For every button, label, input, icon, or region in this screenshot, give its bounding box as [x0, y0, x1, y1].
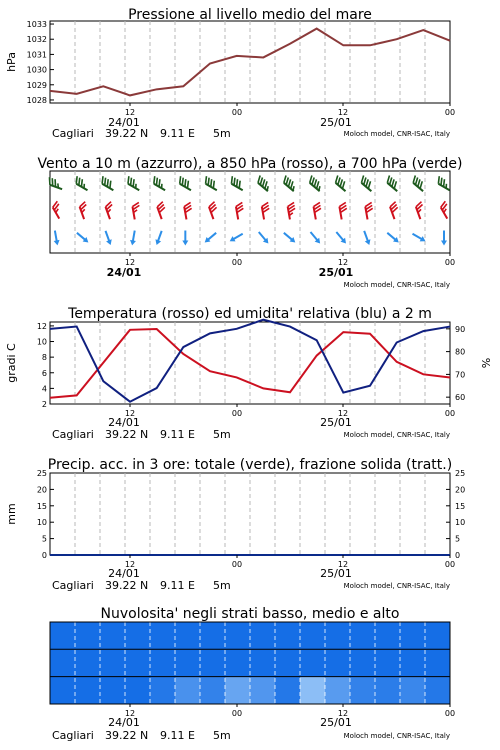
- cloud-cell: [275, 677, 301, 705]
- precipitation-x-ticks: [125, 555, 455, 569]
- precipitation-frame: [50, 473, 450, 555]
- y-tick-label: 4: [41, 384, 47, 394]
- wind-barb: [52, 230, 61, 246]
- y-tick-label: 20: [36, 485, 47, 495]
- wind-barb: [308, 230, 322, 245]
- x-tick-label: 00: [444, 560, 456, 569]
- wind-barb: [333, 176, 350, 192]
- humidity-y-ticks: [446, 325, 465, 402]
- wind-arrow-head: [365, 239, 372, 246]
- wind-barb: [385, 176, 402, 192]
- y-tick-label: 10: [36, 518, 47, 528]
- wind-barb: [79, 202, 91, 219]
- y-tick-label: 1033: [26, 20, 47, 30]
- cloud-cell: [75, 649, 101, 677]
- wind-barb: [385, 231, 400, 245]
- x-tick-label: 00: [231, 409, 243, 418]
- y-tick-label: 90: [455, 324, 466, 334]
- cloud-cell: [100, 677, 126, 705]
- cloud-cell: [300, 622, 326, 650]
- wind-barb: [334, 230, 348, 245]
- y-tick-label: 1031: [26, 50, 47, 60]
- x-tick-label: 12: [124, 709, 136, 718]
- wind-barb: [132, 202, 142, 219]
- wind-arrow-head: [420, 236, 427, 244]
- wind-panel: [37, 156, 462, 289]
- y-tick-label: 2: [41, 400, 47, 409]
- wind-barb: [307, 176, 324, 192]
- wind-title: Vento a 10 m (azzurro), a 850 hPa (rosso), a 700 hPa (verde): [37, 156, 463, 172]
- location-line: [52, 428, 450, 441]
- wind-arrow-head: [129, 240, 136, 246]
- wind-barb: [365, 202, 375, 219]
- cloud-cell: [50, 622, 76, 650]
- temperature-title: Temperatura (rosso) ed umidita' relativa (blu) a 2 m: [68, 306, 432, 322]
- wind-arrow-head: [54, 240, 61, 246]
- cloud-cell: [275, 622, 301, 650]
- elevation: 5m: [213, 127, 231, 140]
- y-tick-label: 80: [455, 347, 466, 357]
- y-tick-label: 12: [36, 321, 47, 331]
- cloud-cell: [100, 649, 126, 677]
- y-tick-label: 20: [455, 485, 466, 495]
- x-tick-label: 00: [231, 709, 243, 718]
- wind-barb: [361, 230, 372, 246]
- wind-arrow-head: [228, 236, 235, 244]
- wind-barb: [203, 176, 220, 190]
- wind-barb: [228, 231, 244, 244]
- longitude: 9.11 E: [160, 428, 195, 441]
- y-tick-label: 60: [455, 393, 466, 403]
- cloud-cell: [250, 677, 276, 705]
- x-tick-label: 12: [124, 108, 136, 117]
- cloud-cell: [350, 677, 376, 705]
- x-tick-label: 12: [337, 409, 349, 418]
- cloud-cell: [150, 677, 176, 705]
- temperature-panel: [5, 306, 493, 441]
- cloud-cell: [325, 622, 351, 650]
- y-tick-label: 1030: [26, 65, 47, 75]
- wind-barb: [177, 176, 194, 190]
- cloud-cell: [225, 649, 251, 677]
- y-tick-label: 0: [41, 551, 47, 560]
- x-tick-label: 00: [444, 258, 456, 267]
- wind-barb: [104, 202, 116, 219]
- wind-barb: [182, 231, 188, 246]
- y-tick-label: 10: [455, 518, 466, 528]
- wind-barb: [439, 201, 453, 218]
- date-label: 24/01: [108, 716, 140, 729]
- model-note: Moloch model, CNR-ISAC, Italy: [343, 582, 450, 590]
- cloud-cell: [300, 649, 326, 677]
- wind-barb: [129, 230, 138, 246]
- pressure-frame: [50, 21, 450, 103]
- wind-barb: [229, 176, 246, 190]
- pressure-title: Pressione al livello medio del mare: [128, 7, 372, 23]
- x-tick-label: 00: [231, 258, 243, 267]
- date-label: 25/01: [320, 416, 352, 429]
- wind-barb: [282, 176, 299, 192]
- date-label: 24/01: [106, 266, 142, 279]
- wind-barb: [436, 176, 453, 190]
- y-tick-label: 8: [41, 353, 47, 363]
- model-note: Moloch model, CNR-ISAC, Italy: [343, 431, 450, 439]
- cloud-cell: [325, 677, 351, 705]
- cloud-cell: [350, 622, 376, 650]
- cloud-cell: [375, 622, 401, 650]
- temperature-y-label: gradi C: [5, 343, 18, 383]
- cloud-cell: [200, 677, 226, 705]
- x-tick-label: 12: [124, 560, 136, 569]
- station-name: Cagliari: [52, 428, 94, 441]
- x-tick-label: 00: [444, 709, 456, 718]
- elevation: 5m: [213, 428, 231, 441]
- cloud-cell: [50, 677, 76, 705]
- x-tick-label: 12: [337, 560, 349, 569]
- latitude: 39.22 N: [105, 729, 149, 742]
- wind-barb: [151, 176, 168, 190]
- pressure-x-ticks: [125, 103, 455, 117]
- cloud-cell: [225, 622, 251, 650]
- y-tick-label: 5: [41, 534, 47, 544]
- location-line: [52, 127, 450, 140]
- latitude: 39.22 N: [105, 428, 149, 441]
- elevation: 5m: [213, 729, 231, 742]
- date-label: 24/01: [108, 416, 140, 429]
- temperature-y-ticks: [37, 322, 54, 409]
- y-tick-label: 25: [455, 469, 466, 478]
- station-name: Cagliari: [52, 579, 94, 592]
- cloud-cell: [100, 622, 126, 650]
- cloud-x-ticks: [125, 704, 455, 718]
- cloud-cell: [425, 622, 451, 650]
- wind-barb: [441, 231, 447, 246]
- date-label: 25/01: [320, 567, 352, 580]
- cloud-cell: [250, 649, 276, 677]
- pressure-panel: [5, 7, 455, 140]
- wind-barb: [261, 202, 271, 219]
- longitude: 9.11 E: [160, 127, 195, 140]
- wind-barb: [256, 230, 270, 245]
- cloud-cell: [75, 677, 101, 705]
- cloud-cell: [175, 677, 201, 705]
- cloud-cell: [375, 677, 401, 705]
- x-tick-label: 00: [231, 560, 243, 569]
- y-tick-label: 5: [455, 534, 461, 544]
- x-tick-label: 12: [124, 409, 136, 418]
- wind-barb: [313, 202, 323, 219]
- precipitation-y-ticks-right: [446, 469, 465, 560]
- date-label: 24/01: [108, 567, 140, 580]
- cloud-cell: [225, 677, 251, 705]
- y-tick-label: 1028: [26, 95, 47, 105]
- y-tick-label: 25: [36, 469, 47, 478]
- wind-barb: [235, 202, 245, 219]
- model-note: Moloch model, CNR-ISAC, Italy: [343, 281, 450, 289]
- cloud-cell: [325, 649, 351, 677]
- cloud-cell: [425, 649, 451, 677]
- cloud-cell: [150, 622, 176, 650]
- wind-barb: [359, 176, 376, 192]
- precipitation-grid: [75, 473, 425, 555]
- wind-barb: [75, 231, 90, 245]
- model-note: Moloch model, CNR-ISAC, Italy: [343, 732, 450, 740]
- cloud-cell: [400, 622, 426, 650]
- wind-barb: [100, 176, 117, 190]
- date-label: 24/01: [108, 116, 140, 129]
- date-label: 25/01: [320, 716, 352, 729]
- wind-barb: [389, 202, 401, 219]
- precipitation-title: Precip. acc. in 3 ore: totale (verde), frazione solida (tratt.): [47, 457, 453, 473]
- x-tick-label: 00: [231, 108, 243, 117]
- cloud-cell: [125, 649, 151, 677]
- wind-barb: [154, 230, 165, 246]
- x-tick-label: 12: [337, 258, 349, 267]
- y-tick-label: 15: [36, 501, 47, 511]
- cloud-panel: [50, 606, 455, 742]
- temperature-x-ticks: [125, 404, 455, 418]
- y-tick-label: 15: [455, 501, 466, 511]
- wind-barb: [125, 176, 142, 190]
- precipitation-panel: [5, 457, 465, 592]
- station-name: Cagliari: [52, 729, 94, 742]
- wind-barb: [103, 230, 114, 246]
- cloud-cell: [400, 649, 426, 677]
- y-tick-label: 0: [455, 551, 461, 560]
- wind-barb: [156, 202, 168, 219]
- y-tick-label: 1032: [26, 35, 47, 45]
- x-tick-label: 00: [444, 409, 456, 418]
- cloud-cell: [425, 677, 451, 705]
- cloud-cell: [275, 649, 301, 677]
- cloud-cell: [75, 622, 101, 650]
- y-tick-label: 70: [455, 370, 466, 380]
- wind-arrow-head: [106, 239, 113, 246]
- latitude: 39.22 N: [105, 127, 149, 140]
- x-tick-label: 12: [337, 709, 349, 718]
- wind-barb: [339, 202, 349, 219]
- wind-arrow-head: [182, 241, 188, 246]
- temperature-frame: [50, 322, 450, 404]
- pressure-grid: [75, 21, 425, 103]
- wind-barb: [184, 202, 194, 219]
- cloud-cell: [175, 622, 201, 650]
- wind-x-ticks: [125, 253, 455, 267]
- cloud-cell: [350, 649, 376, 677]
- cloud-cell: [50, 649, 76, 677]
- elevation: 5m: [213, 579, 231, 592]
- x-tick-label: 00: [444, 108, 456, 117]
- wind-barb: [51, 201, 65, 218]
- cloud-cell: [125, 622, 151, 650]
- wind-barb: [74, 176, 91, 190]
- x-tick-label: 12: [337, 108, 349, 117]
- humidity-y-label: %: [480, 357, 493, 369]
- pressure-y-label: hPa: [5, 52, 18, 72]
- cloud-cell: [300, 677, 326, 705]
- wind-barb: [256, 176, 273, 192]
- precipitation-y-label: mm: [5, 503, 18, 525]
- cloud-cell: [400, 677, 426, 705]
- cloud-title: Nuvolosita' negli strati basso, medio e alto: [100, 606, 400, 622]
- latitude: 39.22 N: [105, 579, 149, 592]
- precipitation-y-ticks: [37, 469, 54, 560]
- cloud-cell: [200, 649, 226, 677]
- model-note: Moloch model, CNR-ISAC, Italy: [343, 130, 450, 138]
- cloud-cell: [375, 649, 401, 677]
- longitude: 9.11 E: [160, 579, 195, 592]
- wind-arrow-head: [441, 241, 447, 246]
- cloud-cell: [200, 622, 226, 650]
- wind-arrow-head: [154, 239, 161, 246]
- wind-barb: [282, 231, 297, 245]
- station-name: Cagliari: [52, 127, 94, 140]
- date-label: 25/01: [318, 266, 354, 279]
- cloud-cell: [150, 649, 176, 677]
- cloud-cell: [175, 649, 201, 677]
- cloud-cell: [250, 622, 276, 650]
- x-tick-label: 12: [124, 258, 136, 267]
- longitude: 9.11 E: [160, 729, 195, 742]
- location-line: [52, 729, 450, 742]
- date-label: 25/01: [320, 116, 352, 129]
- wind-barb: [287, 202, 297, 219]
- y-tick-label: 1029: [26, 80, 47, 90]
- y-tick-label: 6: [41, 368, 47, 378]
- location-line: [52, 579, 450, 592]
- y-tick-label: 10: [36, 337, 47, 347]
- wind-barb: [208, 202, 220, 219]
- wind-barb: [203, 231, 218, 245]
- cloud-cell: [125, 677, 151, 705]
